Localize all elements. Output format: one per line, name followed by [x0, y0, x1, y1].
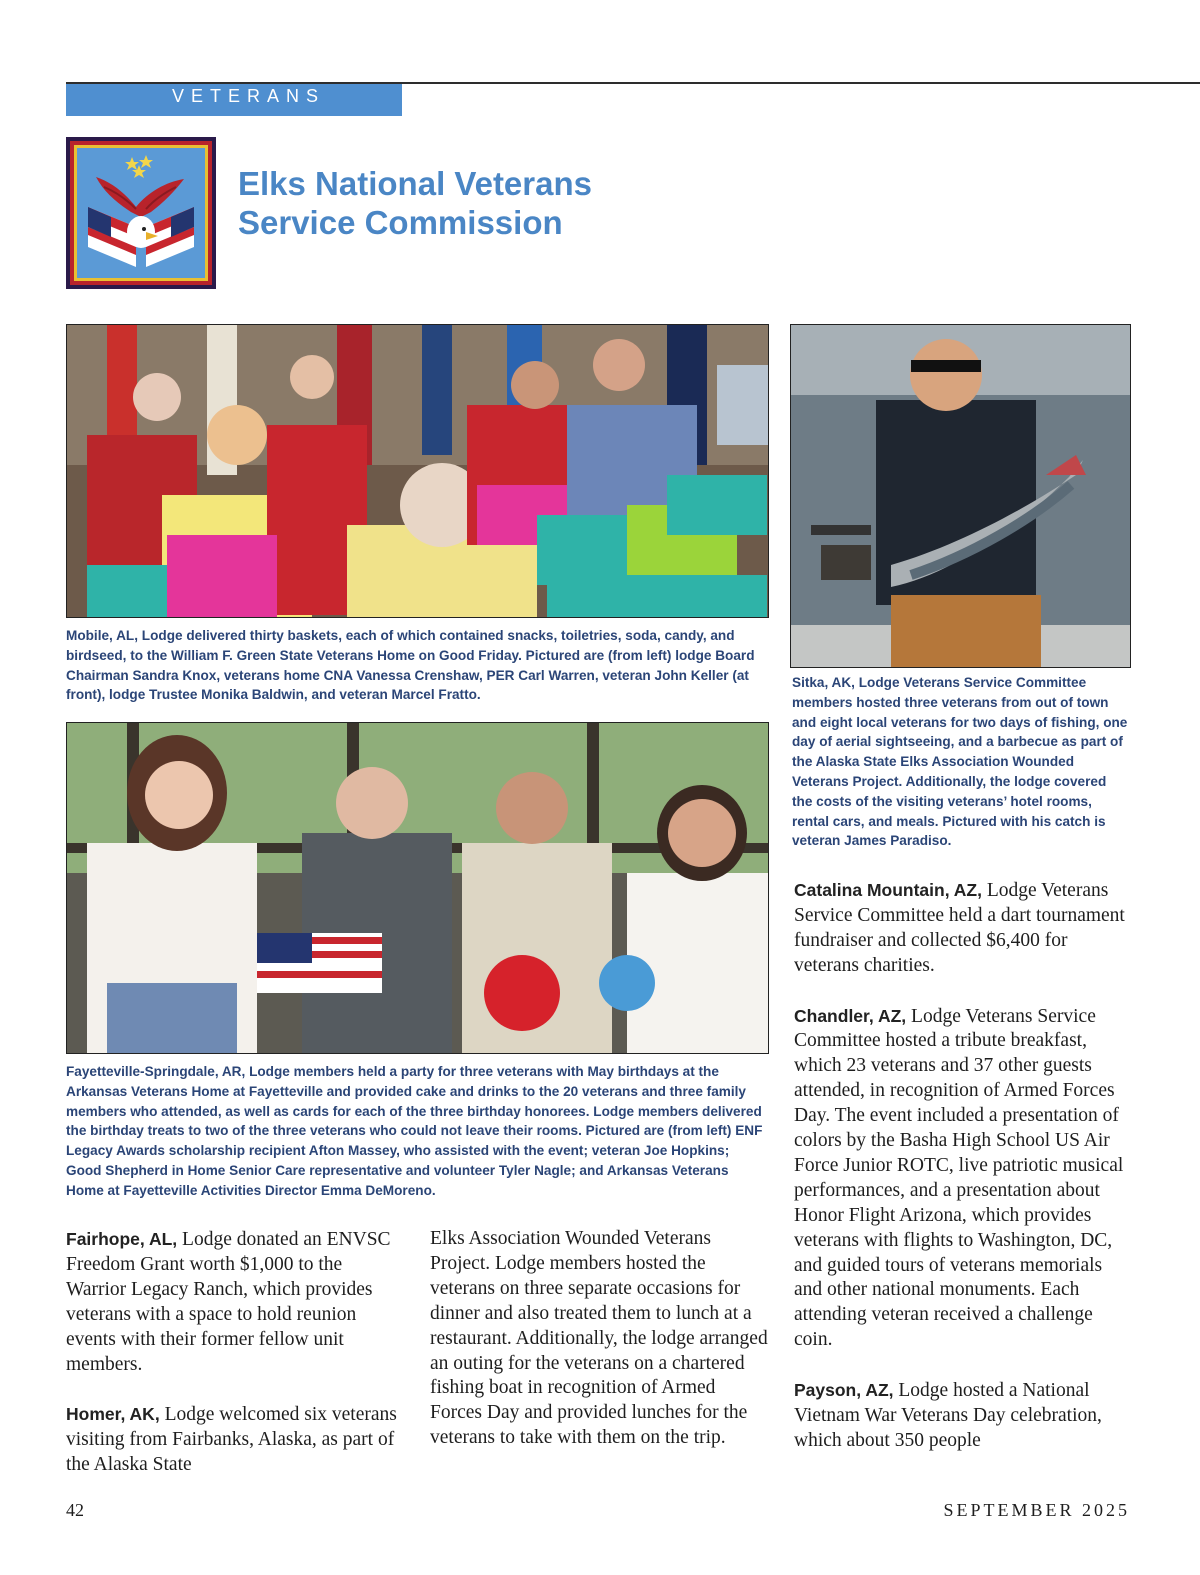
- article-chandler-lead: Chandler, AZ,: [794, 1005, 907, 1026]
- article-homer-text-b: Elks Association Wounded Veterans Project. Lodge members hosted the veterans on three separate occasions for dinner and also treated them to lunch at a restaurant. Additionally, the lodge arranged an outing for the veterans on a chartered fishing boat in recognition of Armed Forces Day and provided lunches for the veterans to take with them on the trip.: [430, 1228, 768, 1449]
- eagle-flag-emblem-icon: [66, 137, 216, 289]
- article-chandler: [794, 1004, 1134, 1354]
- caption-fayetteville: [66, 1062, 766, 1201]
- body-column-3: [794, 878, 1134, 1479]
- article-homer-start: [66, 1402, 406, 1478]
- issue-date: SEPTEMBER 2025: [943, 1500, 1130, 1520]
- article-homer-continued: [430, 1227, 770, 1451]
- body-column-2: [430, 1227, 770, 1476]
- page-title: [238, 164, 592, 242]
- article-homer-text-a: Lodge welcomed six veterans visiting from Fairbanks, Alaska, as part of the Alaska State: [66, 1404, 397, 1476]
- article-catalina: [794, 878, 1134, 979]
- group-with-gift-baskets-photo: [66, 324, 769, 618]
- caption-sitka-text: Lodge Veterans Service Committee members hosted three veterans from out of town and eight local veterans for two days of fishing, one day of aerial sightseeing, and a barbecue as part of the Alaska State Elks Association Wounded Veterans Project. Additionally, the lodge covered the costs of the visiting veterans’ hotel rooms, rental cars, and meals. Pictured with his catch is veteran James Paradiso.: [792, 675, 1128, 849]
- caption-mobile-lead: Mobile, AL,: [66, 628, 138, 643]
- article-catalina-lead: Catalina Mountain, AZ,: [794, 880, 982, 900]
- article-payson-lead: Payson, AZ,: [794, 1380, 894, 1401]
- article-catalina-text: Lodge Veterans Service Committee held a dart tournament fundraiser and collected $6,400 for veterans charities.: [794, 880, 1125, 976]
- caption-mobile-text: Lodge delivered thirty baskets, each of which contained snacks, toiletries, soda, candy, and birdseed, to the William F. Green State Veterans Home on Good Friday. Pictured are (from left) lodge Board Chairman Sandra Knox, veterans home CNA Vanessa Crenshaw, PER Carl Warren, veteran John Keller (at front), lodge Trustee Monika Baldwin, and veteran Marcel Fratto.: [66, 628, 755, 703]
- article-payson: [794, 1378, 1134, 1454]
- caption-mobile: [66, 626, 766, 705]
- caption-fayetteville-text: Lodge members held a party for three veterans with May birthdays at the Arkansas Veterans Home at Fayetteville and provided cake and drinks to the 20 veterans and three family members who attended, as well as cards for each of the three birthday honorees. Lodge members delivered the birthday treats to two of the three veterans who could not leave their rooms. Pictured are (from left) ENF Legacy Awards scholarship recipient Afton Massey, who assisted with the event; veteran Joe Hopkins; Good Shepherd in Home Senior Care representative and volunteer Tyler Nagle; and Arkansas Veterans Home at Fayetteville Activities Director Emma DeMoreno.: [66, 1064, 763, 1198]
- page-title-line2: Service Commission: [238, 204, 563, 241]
- article-fairhope-text: Lodge donated an ENVSC Freedom Grant worth $1,000 to the Warrior Legacy Ranch, which provides veterans with a space to hold reunion events with their former fellow unit members.: [66, 1229, 391, 1375]
- article-fairhope-lead: Fairhope, AL,: [66, 1229, 178, 1249]
- article-fairhope: [66, 1227, 406, 1377]
- article-payson-text: Lodge hosted a National Vietnam War Veterans Day celebration, which about 350 people: [794, 1380, 1102, 1451]
- caption-sitka-lead: Sitka, AK,: [792, 675, 855, 690]
- article-chandler-text: Lodge Veterans Service Committee hosted a tribute breakfast, which 23 veterans and 37 other guests attended, in recognition of Armed Forces Day. The event included a presentation of colors by the Basha High School US Air Force Junior ROTC, live patriotic musical performances, and a presentation about Honor Flight Arizona, which provides veterans with flights to Washington, DC, and guided tours of veterans memorials and other national monuments. Each attending veteran received a challenge coin.: [794, 1005, 1124, 1351]
- page-number: 42: [66, 1500, 84, 1520]
- article-homer-lead: Homer, AK,: [66, 1404, 160, 1425]
- section-label: VETERANS: [172, 86, 326, 106]
- caption-sitka: [792, 673, 1130, 851]
- man-holding-salmon-on-boat-photo: [790, 324, 1131, 668]
- page-title-line1: Elks National Veterans: [238, 165, 592, 202]
- body-column-1: [66, 1227, 406, 1503]
- caption-fayetteville-lead: Fayetteville-Springdale, AR,: [66, 1064, 246, 1079]
- group-holding-flag-cake-photo: [66, 722, 769, 1054]
